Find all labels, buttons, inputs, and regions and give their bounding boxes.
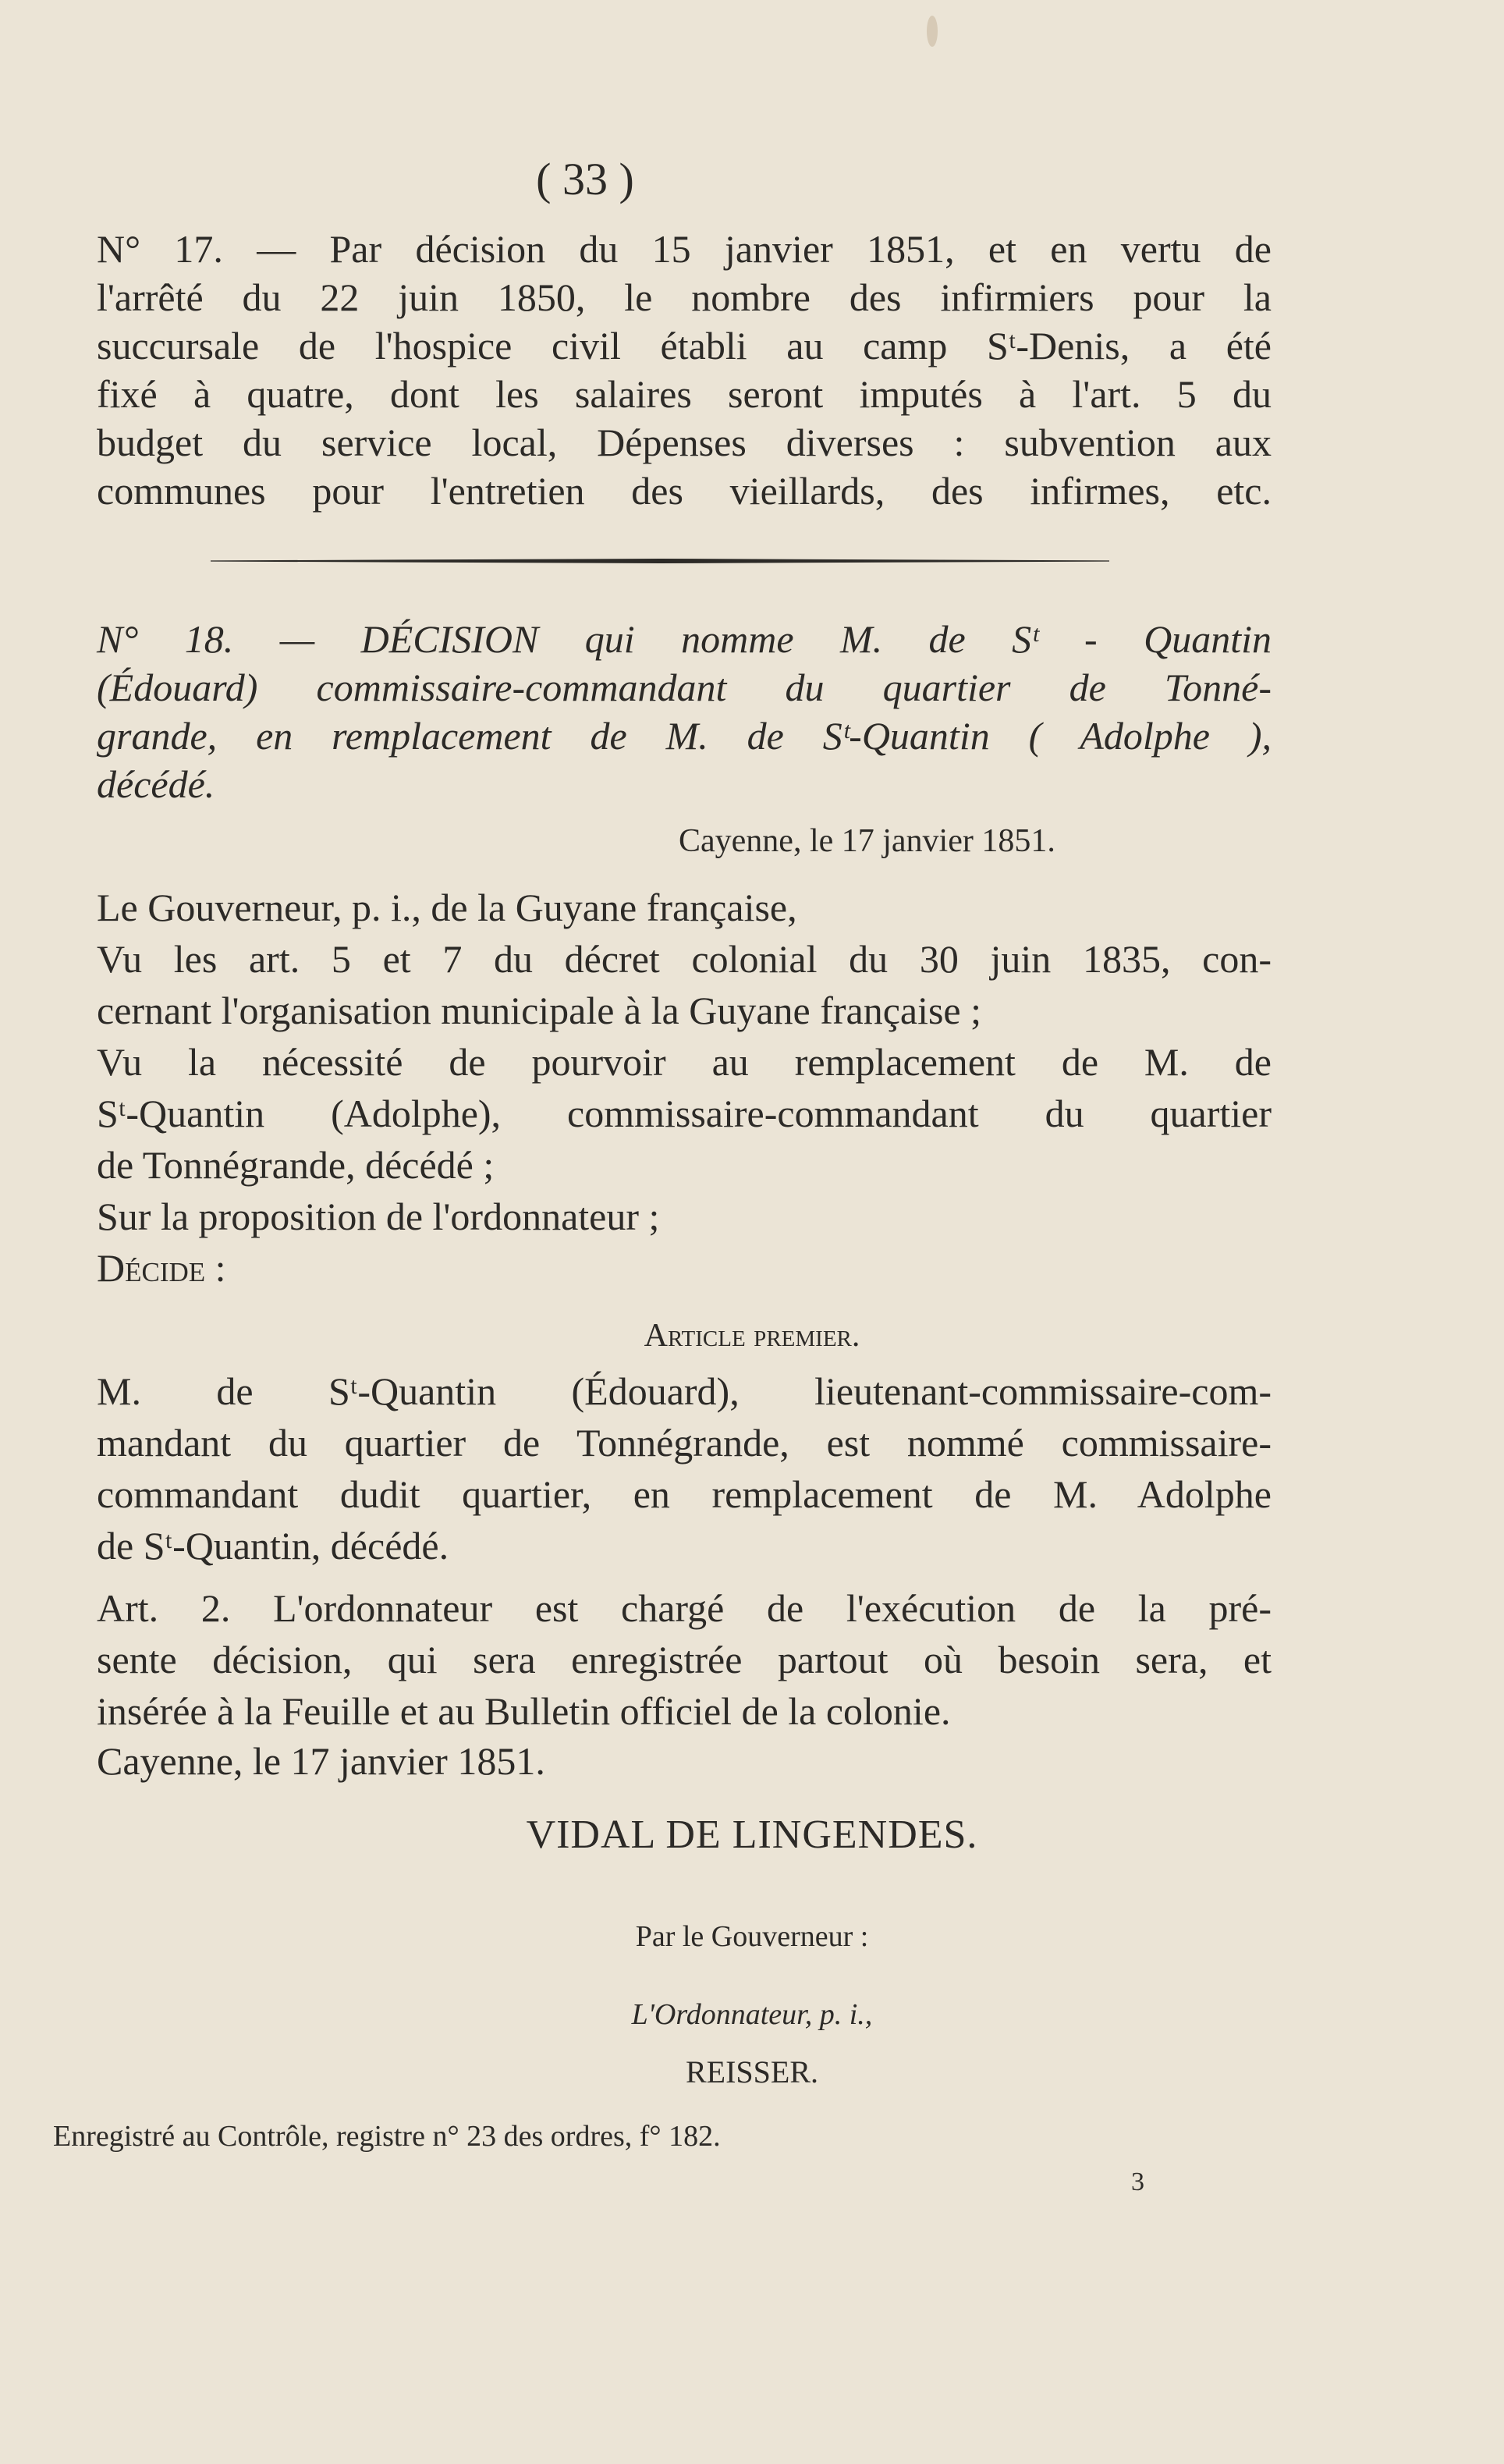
entry17-line: succursale de l'hospice civil établi au camp Sᵗ-Denis, a été xyxy=(97,324,1272,367)
par-le-gouverneur: Par le Gouverneur : xyxy=(635,1920,869,1953)
heading-line: décédé. xyxy=(97,762,215,806)
entry17-line: N° 17. — Par décision du 15 janvier 1851, et en vertu de xyxy=(97,227,1272,271)
article-line: mandant du quartier de Tonnégrande, est nommé commissaire- xyxy=(97,1421,1272,1465)
heading-line: grande, en remplacement de M. de Sᵗ-Quantin ( Adolphe ), xyxy=(97,714,1272,758)
body-line: Vu la nécessité de pourvoir au remplacement de M. de xyxy=(97,1040,1272,1084)
heading-line: N° 18. — DÉCISION qui nomme M. de Sᵗ - Quantin xyxy=(97,617,1272,661)
article2-line: sente décision, qui sera enregistrée partout où besoin sera, et xyxy=(97,1638,1272,1681)
body-line: Le Gouverneur, p. i., de la Guyane française, xyxy=(97,886,797,929)
ordonnateur-title: L'Ordonnateur, p. i., xyxy=(631,1998,873,2031)
entry17-line: communes pour l'entretien des vieillards, des infirmes, etc. xyxy=(97,469,1272,513)
body-line: cernant l'organisation municipale à la Guyane française ; xyxy=(97,989,982,1032)
body-line: de Tonnégrande, décédé ; xyxy=(97,1143,495,1187)
body-line: Vu les art. 5 et 7 du décret colonial du 30 juin 1835, con- xyxy=(97,937,1272,981)
paper-stain xyxy=(927,16,938,47)
closing-date: Cayenne, le 17 janvier 1851. xyxy=(97,1739,545,1783)
place-date: Cayenne, le 17 janvier 1851. xyxy=(679,823,1055,859)
section-divider xyxy=(211,559,1109,563)
body-line: Sur la proposition de l'ordonnateur ; xyxy=(97,1195,660,1238)
article2-line: insérée à la Feuille et au Bulletin officiel de la colonie. xyxy=(97,1689,951,1733)
article-line: de Sᵗ-Quantin, décédé. xyxy=(97,1524,449,1568)
entry17-line: l'arrêté du 22 juin 1850, le nombre des infirmiers pour la xyxy=(97,275,1272,319)
signature: VIDAL DE LINGENDES. xyxy=(526,1812,978,1857)
article-line: commandant dudit quartier, en remplacement de M. Adolphe xyxy=(97,1472,1272,1516)
signature-mark: 3 xyxy=(1131,2168,1144,2196)
article-title: Article premier. xyxy=(644,1318,860,1354)
page-number: ( 33 ) xyxy=(536,154,634,204)
entry17-line: fixé à quatre, dont les salaires seront imputés à l'art. 5 du xyxy=(97,372,1272,416)
entry17-line: budget du service local, Dépenses diverses : subvention aux xyxy=(97,421,1272,464)
article-line: M. de Sᵗ-Quantin (Édouard), lieutenant-commissaire-com- xyxy=(97,1369,1272,1413)
reisser-signature: REISSER. xyxy=(685,2054,819,2089)
decide-label: Décide : xyxy=(97,1246,226,1290)
body-line: Sᵗ-Quantin (Adolphe), commissaire-commandant du quartier xyxy=(97,1092,1272,1135)
article2-line: Art. 2. L'ordonnateur est chargé de l'exécution de la pré- xyxy=(97,1586,1272,1630)
heading-line: (Édouard) commissaire-commandant du quartier de Tonné- xyxy=(97,666,1272,709)
registration-note: Enregistré au Contrôle, registre n° 23 des ordres, f° 182. xyxy=(53,2120,721,2153)
